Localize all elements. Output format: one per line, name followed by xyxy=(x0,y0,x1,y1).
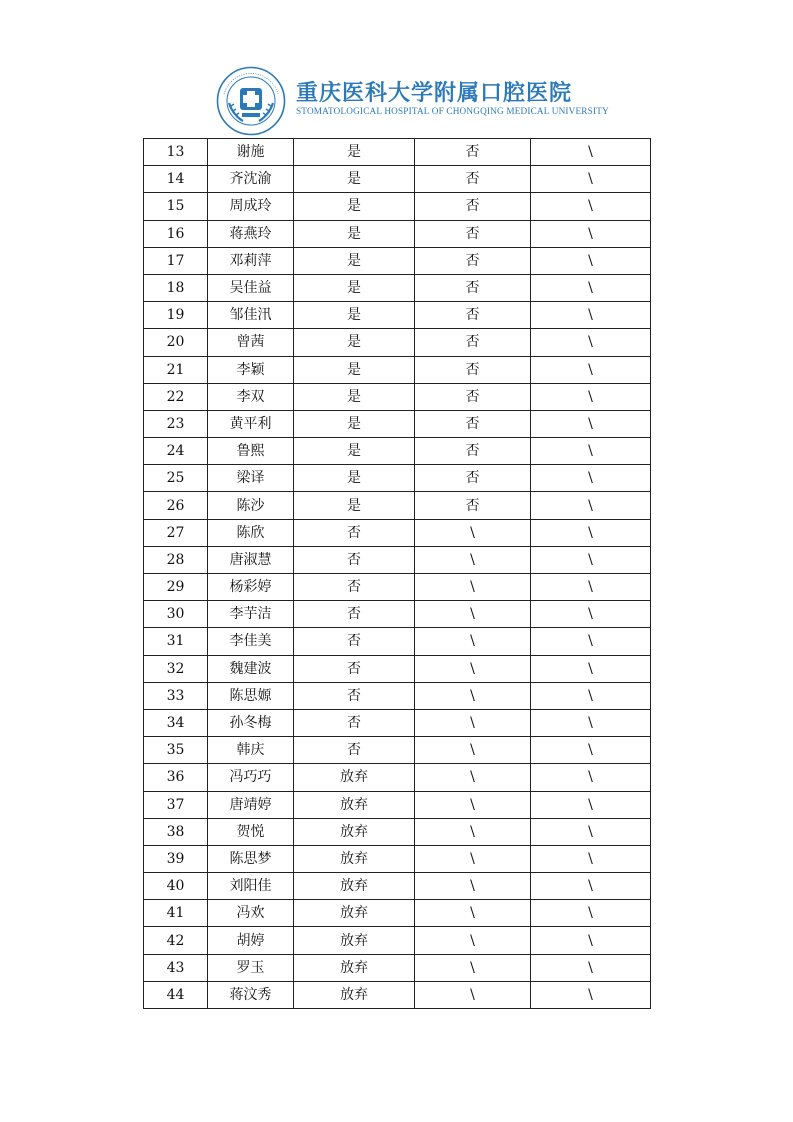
cell-col5: \ xyxy=(531,274,651,301)
cell-number: 17 xyxy=(144,247,208,274)
cell-number: 14 xyxy=(144,166,208,193)
cell-number: 40 xyxy=(144,873,208,900)
cell-col5: \ xyxy=(531,900,651,927)
cell-col4: \ xyxy=(415,655,531,682)
cell-name: 李芋洁 xyxy=(208,601,294,628)
cell-number: 34 xyxy=(144,709,208,736)
cell-col4: 否 xyxy=(415,166,531,193)
cell-name: 曾茜 xyxy=(208,329,294,356)
cell-name: 罗玉 xyxy=(208,954,294,981)
cell-col4: \ xyxy=(415,628,531,655)
cell-number: 33 xyxy=(144,682,208,709)
cell-number: 24 xyxy=(144,438,208,465)
cell-col4: 否 xyxy=(415,329,531,356)
cell-name: 陈沙 xyxy=(208,492,294,519)
cell-name: 陈欣 xyxy=(208,519,294,546)
table-row xyxy=(144,166,651,193)
cell-number: 25 xyxy=(144,465,208,492)
cell-col5: \ xyxy=(531,519,651,546)
cell-col3: 否 xyxy=(294,574,415,601)
cell-col5: \ xyxy=(531,193,651,220)
cell-col3: 否 xyxy=(294,601,415,628)
cell-col5: \ xyxy=(531,628,651,655)
cell-col3: 是 xyxy=(294,193,415,220)
cell-col4: \ xyxy=(415,927,531,954)
hospital-name-cn: 重庆医科大学附属口腔医院 xyxy=(296,81,573,106)
cell-name: 蒋燕玲 xyxy=(208,220,294,247)
cell-col4: 否 xyxy=(415,356,531,383)
cell-col3: 是 xyxy=(294,492,415,519)
cell-col4: \ xyxy=(415,818,531,845)
table-row xyxy=(144,465,651,492)
cell-number: 26 xyxy=(144,492,208,519)
cell-col4: 否 xyxy=(415,139,531,166)
page-header xyxy=(216,66,609,136)
cell-col3: 否 xyxy=(294,655,415,682)
cell-col3: 否 xyxy=(294,737,415,764)
hospital-name-en: STOMATOLOGICAL HOSPITAL OF CHONGQING MEDICAL UNIVERSITY xyxy=(296,106,609,116)
cell-col5: \ xyxy=(531,873,651,900)
table-row xyxy=(144,845,651,872)
cell-name: 唐靖婷 xyxy=(208,791,294,818)
cell-name: 邓莉萍 xyxy=(208,247,294,274)
cell-col3: 是 xyxy=(294,139,415,166)
cell-name: 韩庆 xyxy=(208,737,294,764)
cell-name: 陈思梦 xyxy=(208,845,294,872)
hospital-logo-icon xyxy=(216,66,286,136)
cell-col3: 是 xyxy=(294,247,415,274)
cell-col4: \ xyxy=(415,845,531,872)
table-row xyxy=(144,655,651,682)
table-row xyxy=(144,764,651,791)
cell-col3: 否 xyxy=(294,546,415,573)
cell-col4: \ xyxy=(415,546,531,573)
table-row xyxy=(144,383,651,410)
table-row xyxy=(144,139,651,166)
cell-col5: \ xyxy=(531,954,651,981)
cell-name: 蒋汶秀 xyxy=(208,981,294,1008)
cell-col3: 是 xyxy=(294,356,415,383)
cell-col3: 否 xyxy=(294,519,415,546)
cell-col4: \ xyxy=(415,873,531,900)
cell-col5: \ xyxy=(531,438,651,465)
table-row xyxy=(144,356,651,383)
table-row xyxy=(144,873,651,900)
cell-col3: 是 xyxy=(294,438,415,465)
cell-col3: 放弃 xyxy=(294,818,415,845)
table-row xyxy=(144,438,651,465)
cell-name: 陈思嫄 xyxy=(208,682,294,709)
table-row xyxy=(144,492,651,519)
cell-number: 20 xyxy=(144,329,208,356)
cell-col5: \ xyxy=(531,845,651,872)
cell-col4: 否 xyxy=(415,302,531,329)
cell-col5: \ xyxy=(531,601,651,628)
cell-col4: 否 xyxy=(415,410,531,437)
cell-col5: \ xyxy=(531,791,651,818)
cell-col5: \ xyxy=(531,818,651,845)
cell-col4: 否 xyxy=(415,220,531,247)
table-row xyxy=(144,981,651,1008)
cell-number: 27 xyxy=(144,519,208,546)
cell-name: 唐淑慧 xyxy=(208,546,294,573)
cell-col3: 放弃 xyxy=(294,927,415,954)
table-row xyxy=(144,900,651,927)
cell-number: 19 xyxy=(144,302,208,329)
table-row xyxy=(144,247,651,274)
cell-col3: 是 xyxy=(294,410,415,437)
cell-col5: \ xyxy=(531,927,651,954)
table-row xyxy=(144,302,651,329)
cell-number: 37 xyxy=(144,791,208,818)
cell-name: 贺悦 xyxy=(208,818,294,845)
table-row xyxy=(144,628,651,655)
table-row xyxy=(144,574,651,601)
table-row xyxy=(144,329,651,356)
cell-col3: 否 xyxy=(294,682,415,709)
cell-name: 杨彩婷 xyxy=(208,574,294,601)
cell-col4: 否 xyxy=(415,465,531,492)
cell-col3: 否 xyxy=(294,628,415,655)
table-row xyxy=(144,927,651,954)
cell-number: 32 xyxy=(144,655,208,682)
cell-col3: 放弃 xyxy=(294,791,415,818)
cell-col3: 是 xyxy=(294,274,415,301)
cell-col5: \ xyxy=(531,139,651,166)
cell-col4: \ xyxy=(415,709,531,736)
cell-col3: 是 xyxy=(294,302,415,329)
table-row xyxy=(144,818,651,845)
cell-number: 23 xyxy=(144,410,208,437)
cell-col4: \ xyxy=(415,682,531,709)
cell-name: 黄平利 xyxy=(208,410,294,437)
cell-number: 31 xyxy=(144,628,208,655)
table-row xyxy=(144,682,651,709)
table-row xyxy=(144,601,651,628)
cell-col3: 放弃 xyxy=(294,845,415,872)
cell-col4: \ xyxy=(415,981,531,1008)
table-row xyxy=(144,737,651,764)
cell-col5: \ xyxy=(531,465,651,492)
cell-col3: 是 xyxy=(294,220,415,247)
cell-col5: \ xyxy=(531,655,651,682)
cell-name: 胡婷 xyxy=(208,927,294,954)
cell-col5: \ xyxy=(531,302,651,329)
cell-col5: \ xyxy=(531,682,651,709)
cell-col5: \ xyxy=(531,709,651,736)
cell-name: 魏建波 xyxy=(208,655,294,682)
cell-number: 39 xyxy=(144,845,208,872)
cell-name: 齐沈渝 xyxy=(208,166,294,193)
table-row xyxy=(144,274,651,301)
cell-col3: 是 xyxy=(294,383,415,410)
cell-col4: \ xyxy=(415,574,531,601)
cell-col5: \ xyxy=(531,574,651,601)
cell-col5: \ xyxy=(531,764,651,791)
cell-col5: \ xyxy=(531,410,651,437)
cell-number: 18 xyxy=(144,274,208,301)
cell-col3: 放弃 xyxy=(294,764,415,791)
cell-col3: 放弃 xyxy=(294,954,415,981)
cell-number: 22 xyxy=(144,383,208,410)
cell-number: 36 xyxy=(144,764,208,791)
cell-number: 41 xyxy=(144,900,208,927)
cell-col5: \ xyxy=(531,247,651,274)
cell-name: 刘阳佳 xyxy=(208,873,294,900)
cell-number: 42 xyxy=(144,927,208,954)
cell-name: 鲁熙 xyxy=(208,438,294,465)
table-row xyxy=(144,519,651,546)
cell-col4: \ xyxy=(415,791,531,818)
cell-col3: 是 xyxy=(294,465,415,492)
roster-table-body xyxy=(144,139,651,1009)
cell-col5: \ xyxy=(531,546,651,573)
cell-col3: 放弃 xyxy=(294,981,415,1008)
cell-col5: \ xyxy=(531,166,651,193)
cell-col3: 是 xyxy=(294,166,415,193)
cell-col4: 否 xyxy=(415,274,531,301)
cell-name: 李颖 xyxy=(208,356,294,383)
cell-number: 28 xyxy=(144,546,208,573)
cell-col4: \ xyxy=(415,601,531,628)
cell-number: 16 xyxy=(144,220,208,247)
cell-number: 15 xyxy=(144,193,208,220)
cell-col3: 放弃 xyxy=(294,900,415,927)
cell-number: 35 xyxy=(144,737,208,764)
cell-name: 谢施 xyxy=(208,139,294,166)
cell-col5: \ xyxy=(531,383,651,410)
cell-col4: 否 xyxy=(415,492,531,519)
cell-col4: 否 xyxy=(415,383,531,410)
cell-name: 梁译 xyxy=(208,465,294,492)
cell-col5: \ xyxy=(531,329,651,356)
cell-col5: \ xyxy=(531,981,651,1008)
cell-number: 38 xyxy=(144,818,208,845)
cell-col5: \ xyxy=(531,356,651,383)
table-row xyxy=(144,954,651,981)
cell-col4: \ xyxy=(415,519,531,546)
cell-number: 21 xyxy=(144,356,208,383)
cell-col4: 否 xyxy=(415,247,531,274)
cell-name: 李双 xyxy=(208,383,294,410)
cell-col3: 是 xyxy=(294,329,415,356)
table-row xyxy=(144,410,651,437)
cell-col3: 否 xyxy=(294,709,415,736)
cell-name: 孙冬梅 xyxy=(208,709,294,736)
cell-col5: \ xyxy=(531,737,651,764)
table-row xyxy=(144,709,651,736)
cell-col4: \ xyxy=(415,737,531,764)
cell-col4: \ xyxy=(415,900,531,927)
table-row xyxy=(144,220,651,247)
cell-col4: 否 xyxy=(415,193,531,220)
cell-name: 吴佳益 xyxy=(208,274,294,301)
cell-col4: \ xyxy=(415,954,531,981)
cell-name: 李佳美 xyxy=(208,628,294,655)
cell-col5: \ xyxy=(531,220,651,247)
cell-col3: 放弃 xyxy=(294,873,415,900)
table-row xyxy=(144,193,651,220)
cell-col4: \ xyxy=(415,764,531,791)
cell-number: 43 xyxy=(144,954,208,981)
cell-name: 邹佳汛 xyxy=(208,302,294,329)
cell-number: 13 xyxy=(144,139,208,166)
cell-name: 冯巧巧 xyxy=(208,764,294,791)
table-row xyxy=(144,546,651,573)
cell-name: 冯欢 xyxy=(208,900,294,927)
cell-number: 29 xyxy=(144,574,208,601)
cell-col4: 否 xyxy=(415,438,531,465)
roster-table xyxy=(143,138,651,1009)
cell-number: 44 xyxy=(144,981,208,1008)
table-row xyxy=(144,791,651,818)
cell-name: 周成玲 xyxy=(208,193,294,220)
cell-col5: \ xyxy=(531,492,651,519)
cell-number: 30 xyxy=(144,601,208,628)
